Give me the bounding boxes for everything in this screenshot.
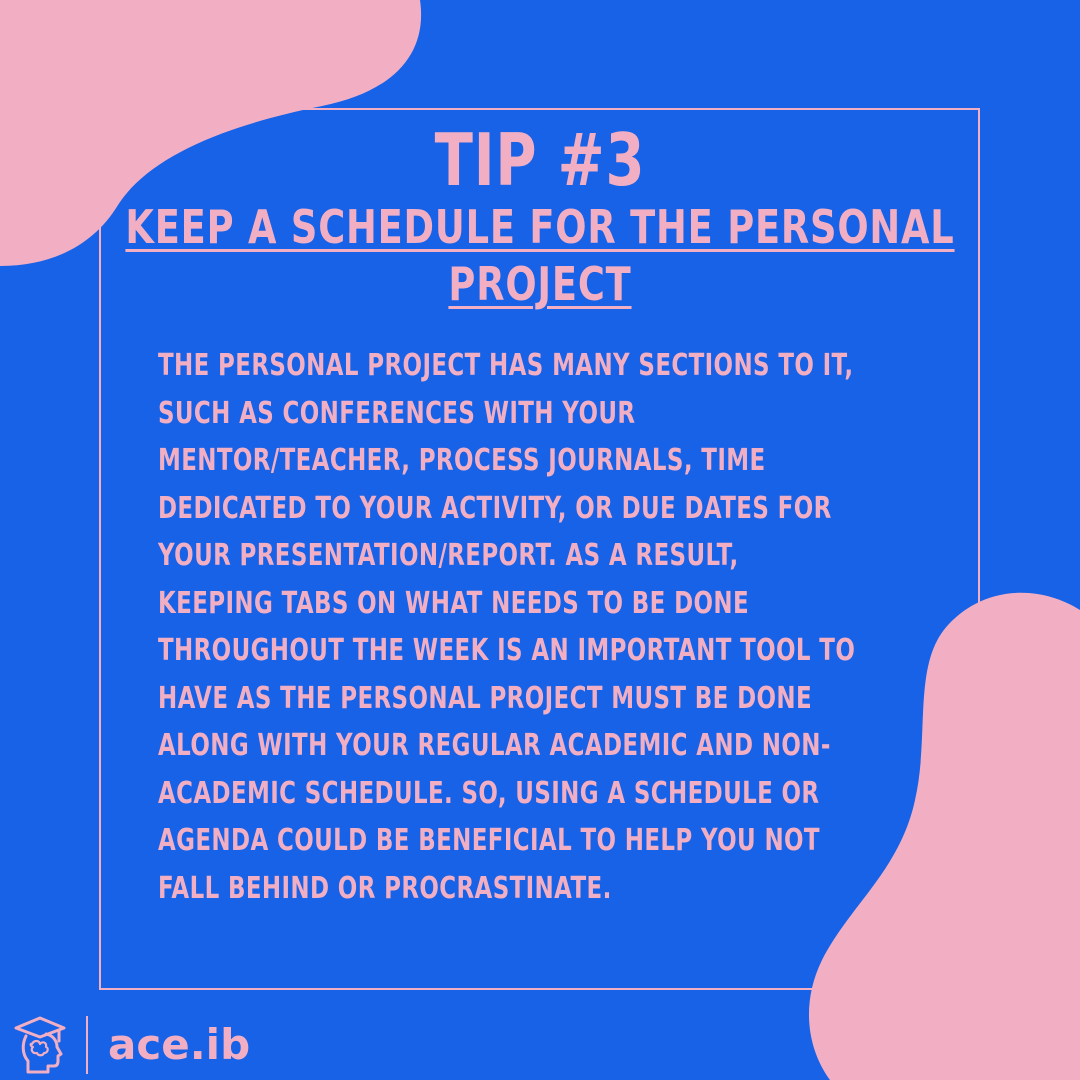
brand-logo: [12, 1014, 250, 1076]
tip-title: TIP #3: [434, 118, 646, 202]
body-line: ALONG WITH YOUR REGULAR ACADEMIC AND NON-: [158, 728, 831, 763]
tip-subtitle: KEEP A SCHEDULE FOR THE PERSONAL PROJECT: [125, 200, 955, 311]
brand-name: ace.ib: [108, 1020, 251, 1069]
body-line: YOUR PRESENTATION/REPORT. AS A RESULT,: [158, 538, 739, 573]
body-line: DEDICATED TO YOUR ACTIVITY, OR DUE DATES FOR: [158, 490, 832, 526]
logo-divider: [86, 1016, 88, 1074]
body-line: HAVE AS THE PERSONAL PROJECT MUST BE DONE: [158, 680, 813, 716]
graduate-head-icon: [12, 1014, 68, 1076]
body-line: ACADEMIC SCHEDULE. SO, USING A SCHEDULE OR: [158, 775, 820, 811]
body-line: AGENDA COULD BE BENEFICIAL TO HELP YOU NOT: [158, 823, 820, 858]
body-line: FALL BEHIND OR PROCRASTINATE.: [158, 870, 612, 906]
tip-body: [158, 342, 889, 912]
body-line: SUCH AS CONFERENCES WITH YOUR: [158, 395, 636, 431]
body-line: THE PERSONAL PROJECT HAS MANY SECTIONS TO IT,: [158, 348, 854, 383]
body-line: MENTOR/TEACHER, PROCESS JOURNALS, TIME: [158, 443, 766, 478]
body-line: THROUGHOUT THE WEEK IS AN IMPORTANT TOOL TO: [158, 633, 856, 668]
body-line: KEEPING TABS ON WHAT NEEDS TO BE DONE: [158, 585, 750, 621]
